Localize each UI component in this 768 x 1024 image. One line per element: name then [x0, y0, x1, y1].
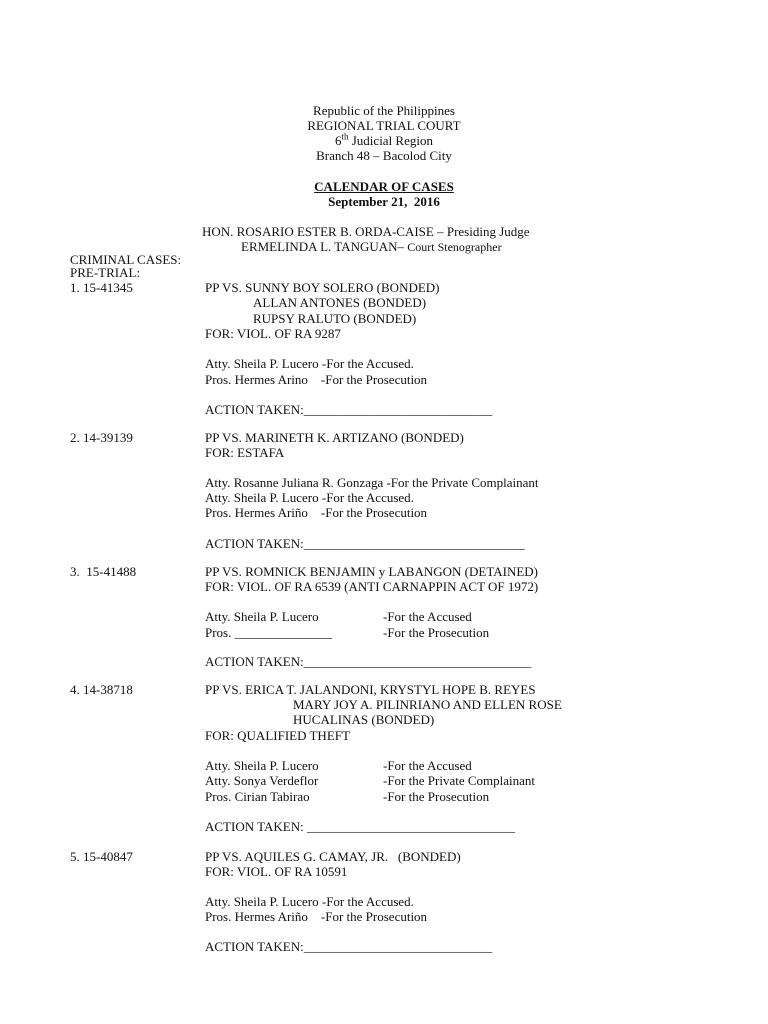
case-parties: ALLAN ANTONES (BONDED): [253, 295, 427, 310]
stenographer-role: Court Stenographer: [407, 240, 502, 254]
case-action-taken: ACTION TAKEN:_____________________________: [205, 402, 493, 417]
case-parties: PP VS. MARINETH K. ARTIZANO (BONDED): [205, 430, 464, 445]
case-counsel-name: Pros. Cirian Tabirao: [205, 789, 310, 804]
case-counsel: Pros. Hermes Ariño -For the Prosecution: [205, 909, 428, 924]
case-number: 3. 15-41488: [70, 564, 137, 579]
calendar-title: CALENDAR OF CASES: [314, 179, 454, 194]
case-number: 5. 15-40847: [70, 849, 133, 864]
criminal-cases-heading: CRIMINAL CASES:: [70, 252, 182, 267]
case-charge: FOR: ESTAFA: [205, 445, 285, 460]
case-counsel-role: -For the Accused: [383, 609, 472, 624]
court-stenographer: [241, 239, 502, 255]
case-counsel-name: Atty. Sheila P. Lucero: [205, 609, 319, 624]
case-parties: PP VS. ERICA T. JALANDONI, KRYSTYL HOPE B. REYES: [205, 682, 536, 697]
header-branch: Branch 48 – Bacolod City: [316, 148, 452, 163]
header-region: [0, 133, 768, 148]
case-number: 4. 14-38718: [70, 682, 133, 697]
header-republic: Republic of the Philippines: [313, 103, 455, 118]
case-parties: PP VS. ROMNICK BENJAMIN y LABANGON (DETAINED): [205, 564, 538, 579]
case-charge: FOR: VIOL. OF RA 9287: [205, 326, 341, 341]
pretrial-heading: PRE-TRIAL:: [70, 265, 141, 280]
stenographer-name: ERMELINDA L. TANGUAN–: [241, 239, 408, 254]
presiding-judge: HON. ROSARIO ESTER B. ORDA-CAISE – Presiding Judge: [202, 224, 530, 239]
region-number: 6: [334, 133, 342, 148]
case-number: 2. 14-39139: [70, 430, 133, 445]
case-counsel-role: -For the Private Complainant: [383, 773, 536, 788]
case-parties: HUCALINAS (BONDED): [293, 712, 435, 727]
case-counsel-name: Atty. Sheila P. Lucero: [205, 758, 319, 773]
case-action-taken: ACTION TAKEN:___________________________________: [205, 654, 532, 669]
case-action-taken: ACTION TAKEN: ________________________________: [205, 819, 515, 834]
header-court: REGIONAL TRIAL COURT: [307, 118, 461, 133]
case-action-taken: ACTION TAKEN:__________________________________: [205, 536, 525, 551]
case-parties: PP VS. SUNNY BOY SOLERO (BONDED): [205, 280, 440, 295]
case-parties: RUPSY RALUTO (BONDED): [253, 311, 417, 326]
region-label: Judicial Region: [348, 133, 433, 148]
case-charge: FOR: VIOL. OF RA 10591: [205, 864, 348, 879]
case-counsel-role: -For the Prosecution: [383, 625, 490, 640]
case-counsel: Pros. Hermes Ariño -For the Prosecution: [205, 505, 428, 520]
region-suffix: th: [341, 131, 349, 142]
case-number: 1. 15-41345: [70, 280, 133, 295]
case-parties: MARY JOY A. PILINRIANO AND ELLEN ROSE: [293, 697, 562, 712]
case-counsel: Atty. Sheila P. Lucero -For the Accused.: [205, 490, 414, 505]
case-counsel-name: Pros. _______________: [205, 625, 333, 640]
case-action-taken: ACTION TAKEN:_____________________________: [205, 939, 493, 954]
case-counsel-role: -For the Prosecution: [383, 789, 490, 804]
case-counsel: Pros. Hermes Arino -For the Prosecution: [205, 372, 428, 387]
case-parties: PP VS. AQUILES G. CAMAY, JR. (BONDED): [205, 849, 461, 864]
case-counsel-name: Atty. Sonya Verdeflor: [205, 773, 319, 788]
case-counsel: Atty. Rosanne Juliana R. Gonzaga -For the Private Complainant: [205, 475, 539, 490]
calendar-date: September 21, 2016: [328, 194, 440, 209]
case-charge: FOR: VIOL. OF RA 6539 (ANTI CARNAPPIN ACT OF 1972): [205, 579, 539, 594]
case-counsel: Atty. Sheila P. Lucero -For the Accused.: [205, 356, 414, 371]
case-charge: FOR: QUALIFIED THEFT: [205, 728, 350, 743]
case-counsel: Atty. Sheila P. Lucero -For the Accused.: [205, 894, 414, 909]
case-counsel-role: -For the Accused: [383, 758, 472, 773]
